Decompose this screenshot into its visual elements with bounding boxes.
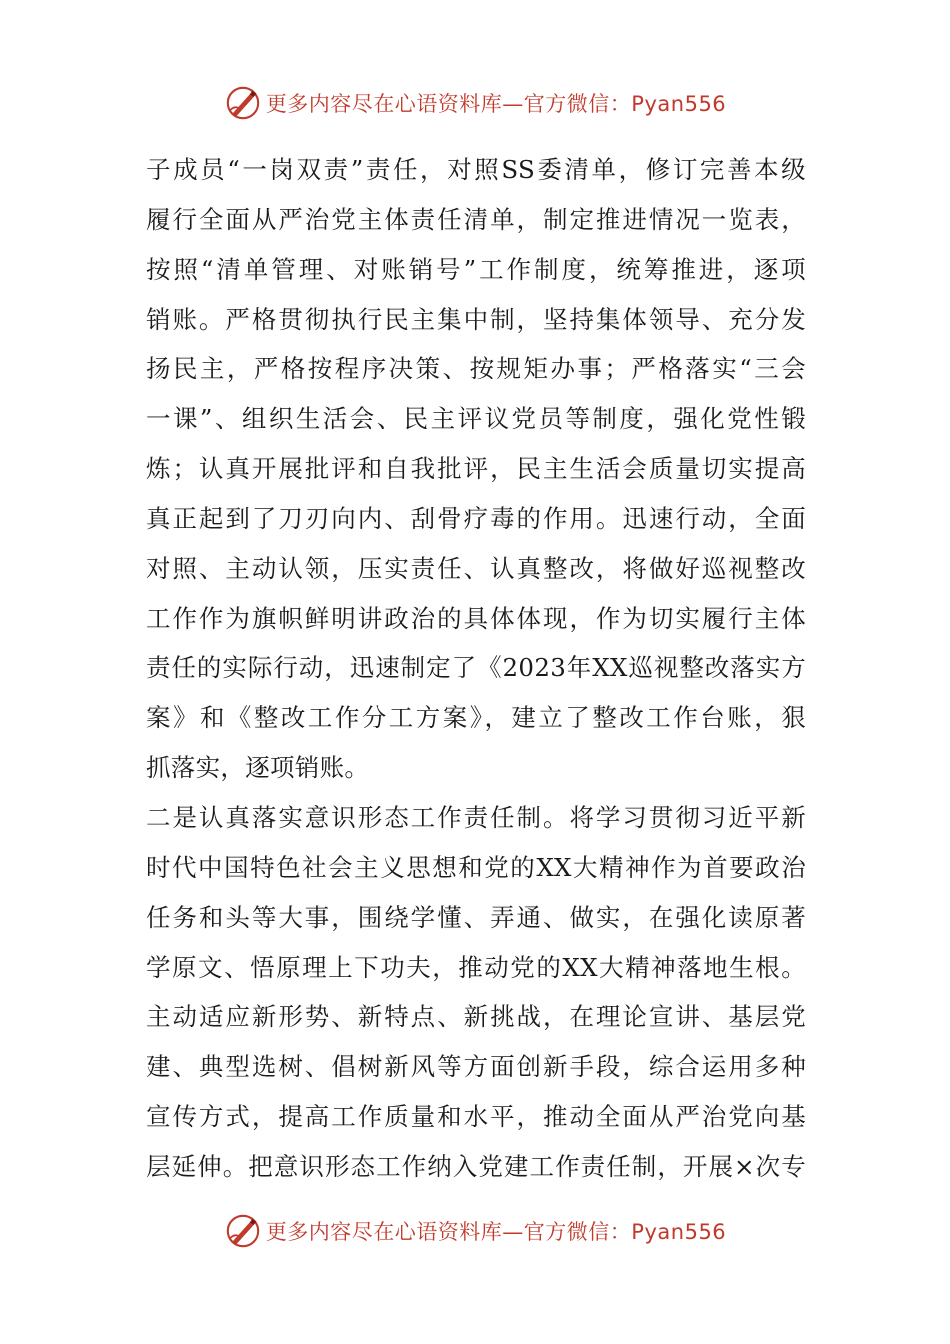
text-line: 扬民主，严格按程序决策、按规矩办事；严格落实“三会 <box>146 354 806 384</box>
text-line: 建、典型选树、倡树新风等方面创新手段，综合运用多种 <box>146 1052 806 1082</box>
text-line: 层延伸。把意识形态工作纳入党建工作责任制，开展×次专 <box>146 1151 806 1181</box>
text-line: 责任的实际行动，迅速制定了《2023年XX巡视整改落实方 <box>146 653 806 683</box>
text-line: 按照“清单管理、对账销号”工作制度，统筹推进，逐项 <box>146 254 806 284</box>
text-line: 销账。严格贯彻执行民主集中制，坚持集体领导、充分发 <box>146 304 806 334</box>
text-line: 主动适应新形势、新特点、新挑战，在理论宣讲、基层党 <box>146 1002 806 1032</box>
banner-text: 更多内容尽在心语资料库—官方微信：Pyan556 <box>265 1220 727 1244</box>
pen-logo-icon <box>224 84 262 122</box>
text-line: 抓落实，逐项销账。 <box>146 753 370 783</box>
text-line: 对照、主动认领，压实责任、认真整改，将做好巡视整改 <box>146 553 806 583</box>
text-line: 炼；认真开展批评和自我批评，民主生活会质量切实提高 <box>146 454 806 484</box>
pen-logo-icon <box>224 1212 262 1250</box>
text-line: 一课”、组织生活会、民主评议党员等制度，强化党性锻 <box>146 404 806 434</box>
text-line: 履行全面从严治党主体责任清单，制定推进情况一览表， <box>146 204 806 234</box>
document-body <box>146 145 806 1192</box>
text-line: 任务和头等大事，围绕学懂、弄通、做实，在强化读原著 <box>146 902 806 932</box>
text-line: 二是认真落实意识形态工作责任制。将学习贯彻习近平新 <box>146 802 806 832</box>
text-line: 时代中国特色社会主义思想和党的XX大精神作为首要政治 <box>146 852 806 882</box>
text-line: 真正起到了刀刃向内、刮骨疗毒的作用。迅速行动，全面 <box>146 503 806 533</box>
banner-text: 更多内容尽在心语资料库—官方微信：Pyan556 <box>265 92 727 116</box>
text-line: 学原文、悟原理上下功夫，推动党的XX大精神落地生根。 <box>146 952 806 982</box>
text-line: 工作作为旗帜鲜明讲政治的具体体现，作为切实履行主体 <box>146 603 806 633</box>
text-line: 案》和《整改工作分工方案》，建立了整改工作台账，狠 <box>146 703 806 733</box>
text-line: 宣传方式，提高工作质量和水平，推动全面从严治党向基 <box>146 1102 806 1132</box>
footer-banner <box>0 1206 950 1256</box>
text-line: 子成员“一岗双责”责任，对照SS委清单，修订完善本级 <box>146 155 806 184</box>
header-banner <box>0 78 950 128</box>
